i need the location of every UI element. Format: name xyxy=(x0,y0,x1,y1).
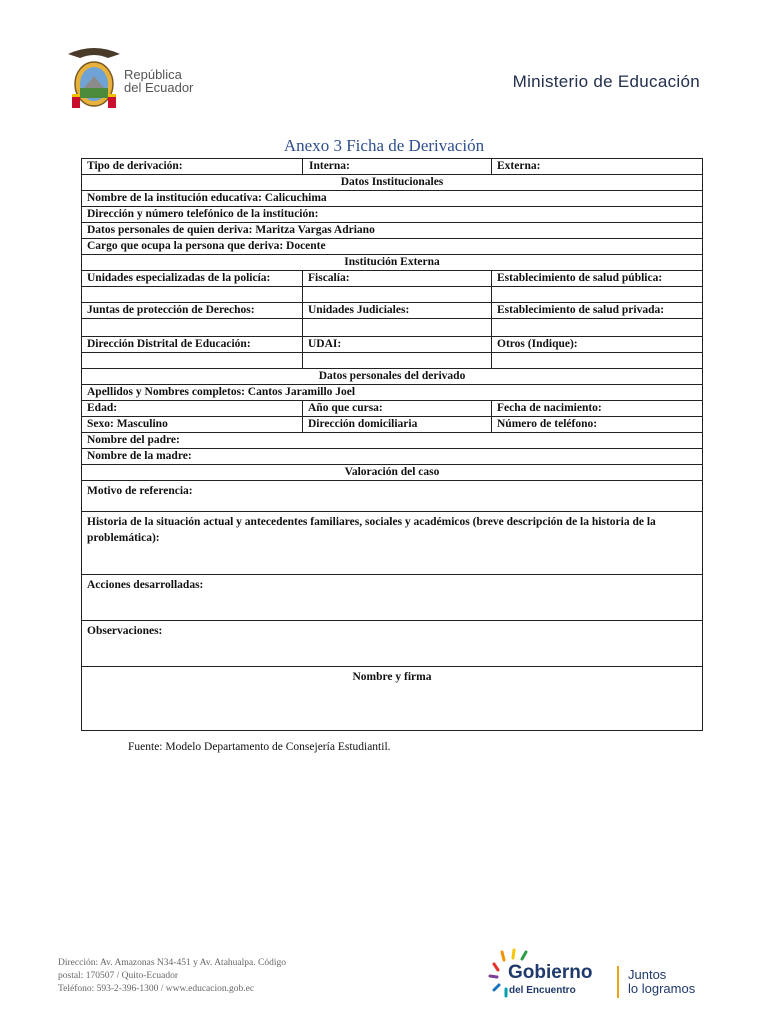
fiscalia-label: Fiscalía: xyxy=(303,271,492,287)
otros-input[interactable] xyxy=(492,353,703,369)
salud-privada-label: Establecimiento de salud privada: xyxy=(492,303,703,319)
document-title: Anexo 3 Ficha de Derivación xyxy=(283,136,485,155)
coat-of-arms-icon xyxy=(64,44,124,110)
table-row xyxy=(82,433,703,449)
table-row xyxy=(82,175,703,191)
acciones-field[interactable]: Acciones desarrolladas: xyxy=(82,575,703,621)
republica-line2: del Ecuador xyxy=(124,80,194,95)
table-row xyxy=(82,369,703,385)
direccion-domiciliaria-field[interactable]: Dirección domiciliaria xyxy=(303,417,492,433)
nombre-padre-field[interactable]: Nombre del padre: xyxy=(82,433,703,449)
table-row xyxy=(82,353,703,369)
footer-address xyxy=(58,957,286,996)
page-header xyxy=(0,0,768,120)
table-row xyxy=(82,207,703,223)
unidades-judiciales-input[interactable] xyxy=(303,319,492,337)
motivo-field[interactable]: Motivo de referencia: xyxy=(82,481,703,512)
anio-field[interactable]: Año que cursa: xyxy=(303,401,492,417)
nombre-institucion-field[interactable]: Nombre de la institución educativa: Calicuchima xyxy=(82,191,703,207)
unidades-policia-input[interactable] xyxy=(82,287,303,303)
republica-ecuador-text xyxy=(124,68,193,94)
republica-line1: República xyxy=(124,67,182,82)
table-row xyxy=(82,319,703,337)
table-row xyxy=(82,481,703,512)
address-line2: postal: 170507 / Quito-Ecuador xyxy=(58,971,179,981)
juntos-line1: Juntos xyxy=(628,967,667,982)
nombre-madre-field[interactable]: Nombre de la madre: xyxy=(82,449,703,465)
address-line3: Teléfono: 593-2-396-1300 / www.educacion.gob.ec xyxy=(58,984,255,994)
observaciones-field[interactable]: Observaciones: xyxy=(82,621,703,667)
table-row xyxy=(82,667,703,731)
datos-personales-deriva-field[interactable]: Datos personales de quien deriva: Maritza Vargas Adriano xyxy=(82,223,703,239)
derivation-form-table xyxy=(81,158,703,731)
table-row xyxy=(82,303,703,319)
telefono-field[interactable]: Número de teléfono: xyxy=(492,417,703,433)
sexo-field[interactable]: Sexo: Masculino xyxy=(82,417,303,433)
fecha-nacimiento-field[interactable]: Fecha de nacimiento: xyxy=(492,401,703,417)
table-row xyxy=(82,239,703,255)
section-datos-derivado: Datos personales del derivado xyxy=(82,369,703,385)
juntos-lo-logramos-text xyxy=(628,968,695,996)
juntas-input[interactable] xyxy=(82,319,303,337)
cargo-field[interactable]: Cargo que ocupa la persona que deriva: Docente xyxy=(82,239,703,255)
table-row xyxy=(82,385,703,401)
section-valoracion: Valoración del caso xyxy=(82,465,703,481)
section-datos-institucionales: Datos Institucionales xyxy=(82,175,703,191)
juntas-label: Juntas de protección de Derechos: xyxy=(82,303,303,319)
section-institucion-externa: Institución Externa xyxy=(82,255,703,271)
table-row xyxy=(82,271,703,287)
externa-field[interactable]: Externa: xyxy=(492,159,703,175)
direccion-distrital-input[interactable] xyxy=(82,353,303,369)
table-row xyxy=(82,417,703,433)
table-row xyxy=(82,287,703,303)
table-row xyxy=(82,465,703,481)
unidades-judiciales-label: Unidades Judiciales: xyxy=(303,303,492,319)
unidades-policia-label: Unidades especializadas de la policía: xyxy=(82,271,303,287)
fiscalia-input[interactable] xyxy=(303,287,492,303)
salud-publica-input[interactable] xyxy=(492,287,703,303)
edad-field[interactable]: Edad: xyxy=(82,401,303,417)
table-row xyxy=(82,449,703,465)
juntos-line2: lo logramos xyxy=(628,981,696,996)
apellidos-field[interactable]: Apellidos y Nombres completos: Cantos Jaramillo Joel xyxy=(82,385,703,401)
address-line1: Dirección: Av. Amazonas N34-451 y Av. Atahualpa. Código xyxy=(58,958,286,968)
direccion-distrital-label: Dirección Distrital de Educación: xyxy=(82,337,303,353)
table-row xyxy=(82,512,703,575)
table-row xyxy=(82,255,703,271)
table-row xyxy=(82,223,703,239)
otros-label: Otros (Indique): xyxy=(492,337,703,353)
table-row xyxy=(82,337,703,353)
del-encuentro-text: del Encuentro xyxy=(509,985,576,996)
nombre-firma-field[interactable]: Nombre y firma xyxy=(82,667,703,731)
salud-privada-input[interactable] xyxy=(492,319,703,337)
table-row xyxy=(82,191,703,207)
tipo-label: Tipo de derivación: xyxy=(82,159,303,175)
ministerio-title: Ministerio de Educación xyxy=(512,72,700,91)
interna-field[interactable]: Interna: xyxy=(303,159,492,175)
table-row xyxy=(82,575,703,621)
table-row xyxy=(82,159,703,175)
fuente-note: Fuente: Modelo Departamento de Consejería Estudiantil. xyxy=(128,741,391,753)
gobierno-text: Gobierno xyxy=(508,962,593,983)
udai-label: UDAI: xyxy=(303,337,492,353)
direccion-institucion-field[interactable]: Dirección y número telefónico de la institución: xyxy=(82,207,703,223)
table-row xyxy=(82,621,703,667)
historia-field[interactable]: Historia de la situación actual y antecedentes familiares, sociales y académicos (breve descripción de la historia de la problemática): xyxy=(82,512,703,575)
salud-publica-label: Establecimiento de salud pública: xyxy=(492,271,703,287)
table-row xyxy=(82,401,703,417)
footer-divider xyxy=(617,966,619,998)
udai-input[interactable] xyxy=(303,353,492,369)
